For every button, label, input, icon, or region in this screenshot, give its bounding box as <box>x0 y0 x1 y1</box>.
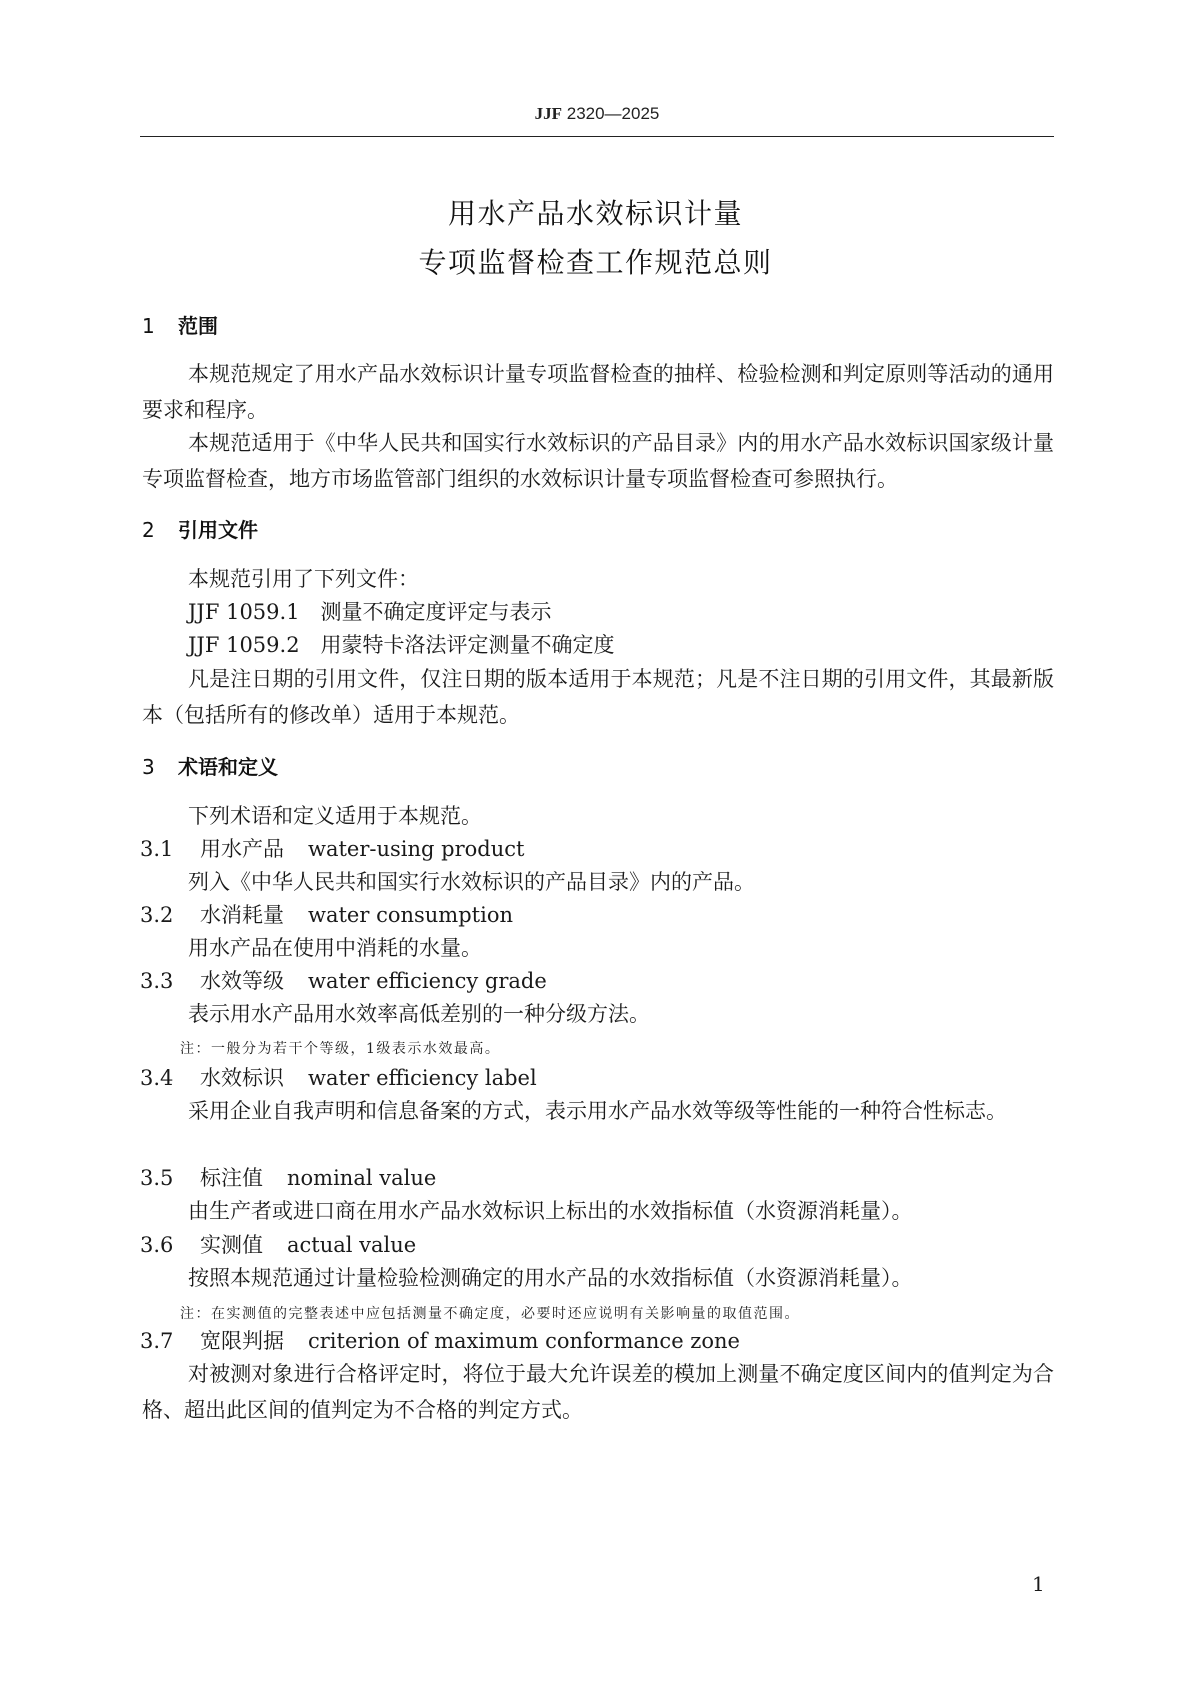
section-2-paragraph: 凡是注日期的引用文件，仅注日期的版本适用于本规范；凡是不注日期的引用文件，其最新版本（包括所有的修改单）适用于本规范。 <box>142 667 1054 727</box>
term-english: water efficiency label <box>308 1066 537 1090</box>
section-3-heading <box>142 751 278 780</box>
header-code: 2320—2025 <box>566 104 660 123</box>
term-chinese: 水效标识 <box>200 1066 284 1090</box>
term-3-3-definition: 表示用水产品用水效率高低差别的一种分级方法。 <box>188 1002 650 1026</box>
term-3-3 <box>140 963 547 999</box>
title-line-2: 专项监督检查工作规范总则 <box>418 246 773 279</box>
term-number: 3.4 <box>140 1066 174 1090</box>
term-3-2-definition: 用水产品在使用中消耗的水量。 <box>188 936 482 960</box>
term-3-7-definition: 对被测对象进行合格评定时，将位于最大允许误差的模加上测量不确定度区间内的值判定为合格、超出此区间的值判定为不合格的判定方式。 <box>142 1362 1054 1422</box>
term-chinese: 水效等级 <box>200 969 284 993</box>
section-3-intro: 下列术语和定义适用于本规范。 <box>188 804 482 828</box>
term-english: water-using product <box>308 837 525 861</box>
term-3-5-definition: 由生产者或进口商在用水产品水效标识上标出的水效指标值（水资源消耗量）。 <box>188 1199 913 1223</box>
section-1-heading <box>142 310 218 339</box>
term-3-6-definition: 按照本规范通过计量检验检测确定的用水产品的水效指标值（水资源消耗量）。 <box>188 1266 913 1290</box>
title-line-1: 用水产品水效标识计量 <box>447 197 743 230</box>
term-english: criterion of maximum conformance zone <box>308 1329 740 1353</box>
term-english: water consumption <box>308 903 513 927</box>
term-english: nominal value <box>287 1166 437 1190</box>
section-title: 术语和定义 <box>178 755 278 779</box>
term-number: 3.3 <box>140 969 174 993</box>
term-3-7 <box>140 1323 740 1359</box>
term-english: water efficiency grade <box>308 969 547 993</box>
term-3-3-note: 注：一般分为若干个等级，1级表示水效最高。 <box>180 1041 501 1057</box>
term-3-6-note: 注：在实测值的完整表述中应包括测量不确定度，必要时还应说明有关影响量的取值范围。 <box>180 1306 800 1322</box>
term-number: 3.7 <box>140 1329 174 1353</box>
term-chinese: 标注值 <box>200 1166 263 1190</box>
header-rule <box>140 136 1054 137</box>
term-number: 3.5 <box>140 1166 174 1190</box>
term-3-6 <box>140 1227 416 1263</box>
term-3-1-definition: 列入《中华人民共和国实行水效标识的产品目录》内的产品。 <box>188 870 755 894</box>
term-chinese: 实测值 <box>200 1233 263 1257</box>
section-2-heading <box>142 514 258 543</box>
term-english: actual value <box>287 1233 417 1257</box>
header-prefix: JJF <box>534 104 562 123</box>
section-number: 1 <box>142 314 155 338</box>
section-number: 2 <box>142 518 155 542</box>
term-number: 3.2 <box>140 903 174 927</box>
term-3-1 <box>140 831 524 867</box>
term-3-5 <box>140 1160 436 1196</box>
section-1-paragraph-2: 本规范适用于《中华人民共和国实行水效标识的产品目录》内的用水产品水效标识国家级计量专项监督检查，地方市场监管部门组织的水效标识计量专项监督检查可参照执行。 <box>142 431 1054 491</box>
section-2-intro: 本规范引用了下列文件： <box>188 567 419 591</box>
document-header <box>140 104 1054 124</box>
term-number: 3.6 <box>140 1233 174 1257</box>
section-title: 引用文件 <box>178 518 258 542</box>
page-number: 1 <box>1032 1572 1045 1596</box>
term-chinese: 用水产品 <box>200 837 284 861</box>
term-number: 3.1 <box>140 837 174 861</box>
reference-item: JJF 1059.2 用蒙特卡洛法评定测量不确定度 <box>188 633 615 657</box>
section-title: 范围 <box>178 314 218 338</box>
term-chinese: 宽限判据 <box>200 1329 284 1353</box>
term-chinese: 水消耗量 <box>200 903 284 927</box>
term-3-4-definition: 采用企业自我声明和信息备案的方式，表示用水产品水效等级等性能的一种符合性标志。 <box>188 1099 1007 1123</box>
section-1-paragraph-1: 本规范规定了用水产品水效标识计量专项监督检查的抽样、检验检测和判定原则等活动的通用要求和程序。 <box>142 362 1054 422</box>
section-number: 3 <box>142 755 155 779</box>
term-3-4 <box>140 1060 537 1096</box>
reference-item: JJF 1059.1 测量不确定度评定与表示 <box>188 600 552 624</box>
term-3-2 <box>140 897 513 933</box>
